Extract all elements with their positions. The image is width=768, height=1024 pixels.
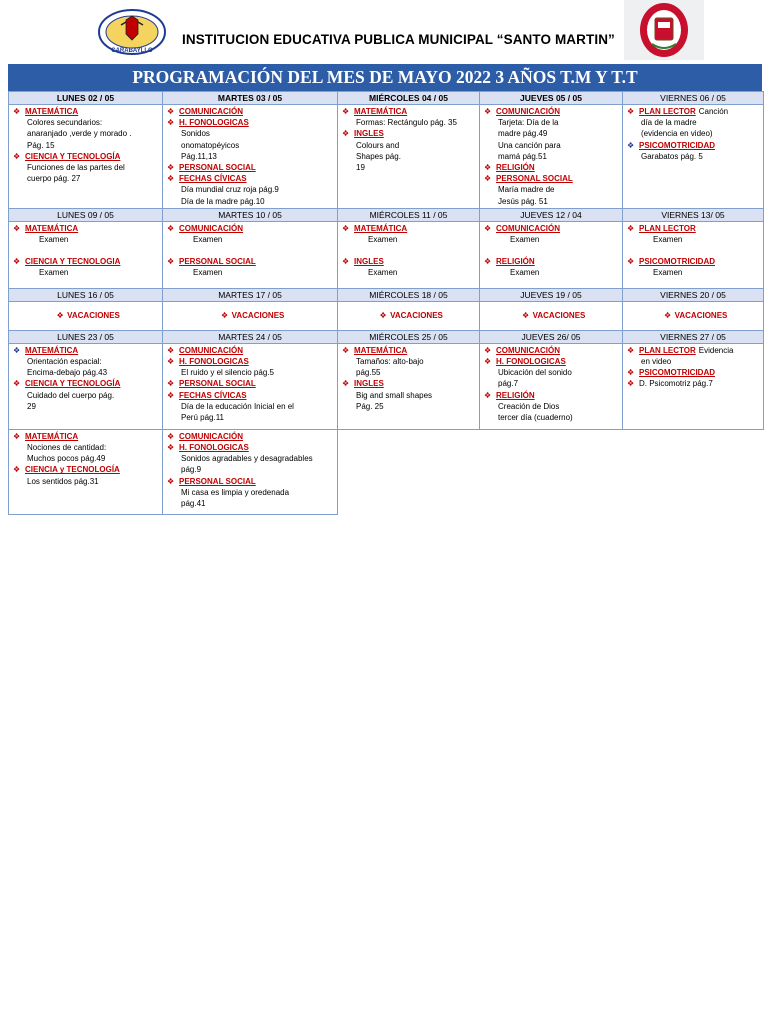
bullet-icon: ❖ [167,107,175,116]
day-cell [480,221,623,288]
vacation-label: VACACIONES [231,310,285,320]
subject-entry [627,256,761,267]
subject-label: MATEMÁTICA [25,107,79,116]
subject-entry [167,173,335,184]
subject-entry [484,223,620,234]
subject-entry [627,345,761,356]
activity-text: D. Psicomotriz pág.7 [639,379,713,389]
subject-entry [627,106,761,117]
day-cell [623,301,764,330]
day-header: JUEVES 05 / 05 [480,92,623,105]
bullet-icon: ❖ [167,118,175,128]
activity-text: María madre de [498,185,555,195]
activity-text: Examen [193,235,223,245]
week-content-row [9,301,764,330]
activity-text: Pág.11,13 [181,151,217,161]
subject-label: PERSONAL SOCIAL [179,257,256,267]
bullet-icon: ❖ [342,129,350,139]
subject-entry [342,256,477,267]
day-header: MARTES 24 / 05 [163,330,338,343]
day-header: MIÉRCOLES 11 / 05 [338,208,480,221]
bullet-icon: ❖ [484,390,492,400]
activity-text: Pág. 15 [27,140,55,150]
day-header: LUNES 02 / 05 [9,92,163,105]
activity-text: Examen [653,235,683,245]
subject-entry [342,128,477,139]
subject-label: RELIGIÓN [496,163,535,173]
activity-text: Examen [368,268,398,278]
week-header-row [9,208,764,221]
activity-text: Una canción para [498,140,561,150]
day-cell [623,221,764,288]
vacation-label: VACACIONES [390,310,443,320]
subject-note: Evidencia [698,345,734,355]
bullet-icon: ❖ [56,310,64,320]
activity-text: onomatopéyicos [181,140,240,150]
bullet-icon: ❖ [167,223,175,233]
activity-text: Nociones de cantidad: [27,443,107,453]
subject-entry [167,356,335,367]
activity-text: Sonidos [181,129,210,139]
activity-text: Muchos pocos pág.49 [27,454,106,464]
day-cell [623,105,764,209]
vacation-label: VACACIONES [674,310,728,320]
day-cell [9,301,163,330]
bullet-icon: ❖ [627,345,635,355]
subject-label: COMUNICACIÓN [496,223,560,233]
bullet-icon: ❖ [627,223,635,233]
day-cell [623,343,764,429]
subject-label: MATEMÁTICA [25,223,79,233]
subject-label: PERSONAL SOCIAL [179,163,256,173]
day-cell [480,343,623,429]
subject-label: H. FONOLOGICAS [496,357,566,367]
activity-text: Examen [368,235,398,245]
bullet-icon: ❖ [13,431,21,441]
day-cell [9,343,163,429]
activity-text: Garabatos pág. 5 [641,151,703,161]
subject-label: MATEMÁTICA [354,107,408,116]
bullet-icon: ❖ [13,223,21,233]
bullet-icon: ❖ [484,174,492,184]
bullet-icon: ❖ [167,357,175,367]
subject-entry [627,367,761,378]
subject-entry [167,117,335,128]
school-crest-logo [624,0,704,60]
subject-entry [167,378,335,389]
subject-entry [13,151,160,162]
bullet-icon: ❖ [167,476,175,486]
activity-text: Jesús pág. 51 [498,196,548,206]
activity-text: Pág. 25 [356,401,384,411]
activity-text: Encima-debajo pág.43 [27,368,108,378]
day-header: MARTES 17 / 05 [163,288,338,301]
subject-entry [167,106,335,117]
bullet-icon: ❖ [13,151,21,161]
activity-text: Los sentidos pág.31 [27,476,99,486]
vacation-entry [480,302,622,322]
activity-text: anaranjado ,verde y morado . [27,129,132,139]
subject-entry [167,345,335,356]
bullet-icon: ❖ [484,163,492,173]
activity-text: Examen [39,235,69,245]
bullet-icon: ❖ [13,257,21,267]
day-header: VIERNES 06 / 05 [623,92,764,105]
subject-entry [167,162,335,173]
activity-text: en video [641,357,672,367]
activity-text: Día de la educación Inicial en el [181,401,294,411]
day-cell [480,429,623,514]
activity-text: Examen [653,268,683,278]
bullet-icon: ❖ [13,345,21,355]
week-header-row [9,330,764,343]
subject-entry [484,106,620,117]
activity-text: Big and small shapes [356,390,433,400]
bullet-icon: ❖ [522,310,530,320]
day-header: JUEVES 19 / 05 [480,288,623,301]
bullet-icon: ❖ [167,163,175,173]
activity-text: (evidencia en video) [641,129,713,139]
subject-entry [484,162,620,173]
activity-text: Día mundial cruz roja pág.9 [181,185,279,195]
subject-label: PSICOMOTRICIDAD [639,257,715,267]
subject-note: Canción [698,107,729,116]
bullet-icon: ❖ [167,174,175,184]
activity-text: mamá pág.51 [498,151,547,161]
activity-text: Tamaños: alto-bajo [356,357,424,367]
day-cell [9,221,163,288]
subject-entry [167,223,335,234]
svg-text:CARABAYLLO: CARABAYLLO [111,48,153,54]
bullet-icon: ❖ [342,257,350,267]
bullet-icon: ❖ [342,345,350,355]
day-header: JUEVES 12 / 04 [480,208,623,221]
subject-label: PLAN LECTOR [639,223,696,233]
day-header: MIÉRCOLES 18 / 05 [338,288,480,301]
activity-text: Cuidado del cuerpo pág. [27,390,115,400]
activity-text: Formas: Rectángulo pág. 35 [356,118,457,128]
bullet-icon: ❖ [484,257,492,267]
subject-label: INGLES [354,129,384,139]
activity-text: Sonidos agradables y desagradables [181,454,313,464]
subject-label: MATEMÁTICA [354,345,408,355]
week-header-row [9,92,764,105]
subject-label: PSICOMOTRICIDAD [639,140,715,150]
subject-entry [627,140,761,151]
subject-label: COMUNICACIÓN [496,345,560,355]
day-cell [9,429,163,514]
bullet-icon: ❖ [13,465,21,475]
day-cell [480,301,623,330]
day-header: JUEVES 26/ 05 [480,330,623,343]
day-header: MARTES 03 / 05 [163,92,338,105]
subject-entry [13,464,160,475]
vacation-entry [9,302,162,322]
day-cell [623,429,764,514]
vacation-entry [623,302,763,322]
day-cell [480,105,623,209]
day-cell [163,221,338,288]
subject-entry [167,390,335,401]
bullet-icon: ❖ [484,223,492,233]
day-cell [163,429,338,514]
subject-label: PERSONAL SOCIAL [179,379,256,389]
subject-label: H. FONOLOGICAS [179,443,249,453]
bullet-icon: ❖ [342,223,350,233]
activity-text: Examen [510,268,540,278]
subject-label: FECHAS CÍVICAS [179,390,247,400]
schedule-title: PROGRAMACIÓN DEL MES DE MAYO 2022 3 AÑOS T.M Y T.T [8,64,762,91]
subject-label: COMUNICACIÓN [179,431,243,441]
municipality-logo [97,8,167,56]
subject-label: PERSONAL SOCIAL [179,476,256,486]
subject-label: COMUNICACIÓN [496,107,560,116]
bullet-icon: ❖ [342,107,350,116]
subject-label: MATEMÁTICA [25,345,79,355]
subject-label: H. FONOLOGICAS [179,357,249,367]
bullet-icon: ❖ [627,368,635,378]
bullet-icon: ❖ [167,257,175,267]
activity-text: cuerpo pág. 27 [27,174,81,184]
bullet-icon: ❖ [167,443,175,453]
bullet-icon: ❖ [13,379,21,389]
activity-text: día de la madre [641,118,697,128]
week-content-row [9,343,764,429]
subject-entry [342,106,477,117]
day-cell [163,105,338,209]
vacation-entry [163,302,337,322]
school-name: INSTITUCION EDUCATIVA PUBLICA MUNICIPAL “SANTO MARTIN” [182,32,615,47]
subject-label: INGLES [354,379,384,389]
page-header [0,0,768,62]
activity-text: Examen [193,268,223,278]
day-header: MARTES 10 / 05 [163,208,338,221]
activity-text: tercer día (cuaderno) [498,413,573,423]
bullet-icon: ❖ [13,107,21,116]
subject-label: COMUNICACIÓN [179,223,243,233]
subject-label: CIENCIA Y TECNOLOGIA [25,257,121,267]
subject-entry [167,431,335,442]
activity-text: Orientación espacial: [27,357,102,367]
subject-label: RELIGIÓN [496,257,535,267]
subject-label: MATEMÁTICA [354,223,408,233]
subject-label: MATEMÁTICA [25,431,79,441]
bullet-icon: ❖ [627,107,635,116]
bullet-icon: ❖ [627,140,635,150]
subject-entry [13,256,160,267]
monthly-schedule-table [8,91,764,515]
activity-text: Examen [510,235,540,245]
subject-entry [484,173,620,184]
week-header-row [9,288,764,301]
subject-entry [13,223,160,234]
activity-text: pág.55 [356,368,381,378]
bullet-icon: ❖ [664,310,672,320]
day-cell [9,105,163,209]
subject-entry [167,256,335,267]
day-cell [163,301,338,330]
activity-text: pág.9 [181,465,202,475]
vacation-label: VACACIONES [532,310,586,320]
subject-entry [13,431,160,442]
subject-label: H. FONOLOGICAS [179,118,249,128]
bullet-icon: ❖ [221,310,229,320]
subject-entry [13,378,160,389]
bullet-icon: ❖ [167,345,175,355]
subject-entry [484,345,620,356]
subject-label: CIENCIA Y TECNOLOGÍA [25,379,121,389]
subject-entry [627,378,761,389]
day-header: VIERNES 27 / 05 [623,330,764,343]
bullet-icon: ❖ [167,390,175,400]
bullet-icon: ❖ [484,107,492,116]
activity-text: 19 [356,163,365,173]
activity-text: pág.41 [181,499,206,509]
subject-label: COMUNICACIÓN [179,345,243,355]
activity-text: Ubicación del sonido [498,368,572,378]
subject-entry [342,345,477,356]
day-header: MIÉRCOLES 04 / 05 [338,92,480,105]
subject-label: PERSONAL SOCIAL [496,174,573,184]
subject-label: INGLES [354,257,384,267]
activity-text: Examen [39,268,69,278]
day-header: LUNES 23 / 05 [9,330,163,343]
day-header: LUNES 09 / 05 [9,208,163,221]
subject-entry [13,345,160,356]
day-cell [163,343,338,429]
activity-text: Creación de Dios [498,401,560,411]
bullet-icon: ❖ [342,379,350,389]
day-header: VIERNES 20 / 05 [623,288,764,301]
subject-label: FECHAS CÍVICAS [179,174,247,184]
subject-label: PLAN LECTOR [639,345,696,355]
subject-entry [484,390,620,401]
bullet-icon: ❖ [627,379,635,389]
bullet-icon: ❖ [484,345,492,355]
activity-text: Shapes pág. [356,151,401,161]
subject-entry [167,476,335,487]
bullet-icon: ❖ [627,257,635,267]
day-cell [338,429,480,514]
subject-label: PLAN LECTOR [639,107,696,116]
subject-entry [627,223,761,234]
activity-text: El ruido y el silencio pág.5 [181,368,274,378]
vacation-entry [338,302,479,322]
day-header: MIÉRCOLES 25 / 05 [338,330,480,343]
bullet-icon: ❖ [167,431,175,441]
activity-text: Perú pág.11 [181,413,224,423]
day-cell [338,343,480,429]
bullet-icon: ❖ [379,310,387,320]
activity-text: madre pág.49 [498,129,548,139]
subject-entry [342,378,477,389]
subject-entry [167,442,335,453]
day-cell [338,221,480,288]
day-cell [338,105,480,209]
activity-text: 29 [27,401,36,411]
subject-entry [484,256,620,267]
subject-label: CIENCIA Y TECNOLOGÍA [25,151,121,161]
activity-text: Colores secundarios: [27,118,103,128]
day-header: LUNES 16 / 05 [9,288,163,301]
activity-text: Día de la madre pág.10 [181,196,265,206]
activity-text: Funciones de las partes del [27,163,125,173]
subject-label: COMUNICACIÓN [179,107,243,116]
subject-label: PSICOMOTRICIDAD [639,368,715,378]
subject-label: CIENCIA y TECNOLOGÍA [25,465,120,475]
activity-text: Mi casa es limpia y oredenada [181,487,290,497]
week-content-row [9,105,764,209]
activity-text: Colours and [356,140,400,150]
subject-entry [342,223,477,234]
activity-text: pág.7 [498,379,519,389]
day-header: VIERNES 13/ 05 [623,208,764,221]
subject-label: RELIGIÓN [496,390,535,400]
vacation-label: VACACIONES [67,310,120,320]
subject-entry [13,106,160,117]
activity-text: Tarjeta: Día de la [498,118,559,128]
bullet-icon: ❖ [484,357,492,367]
week-content-row [9,221,764,288]
subject-entry [484,356,620,367]
bullet-icon: ❖ [167,379,175,389]
day-cell [338,301,480,330]
week-content-row [9,429,764,514]
